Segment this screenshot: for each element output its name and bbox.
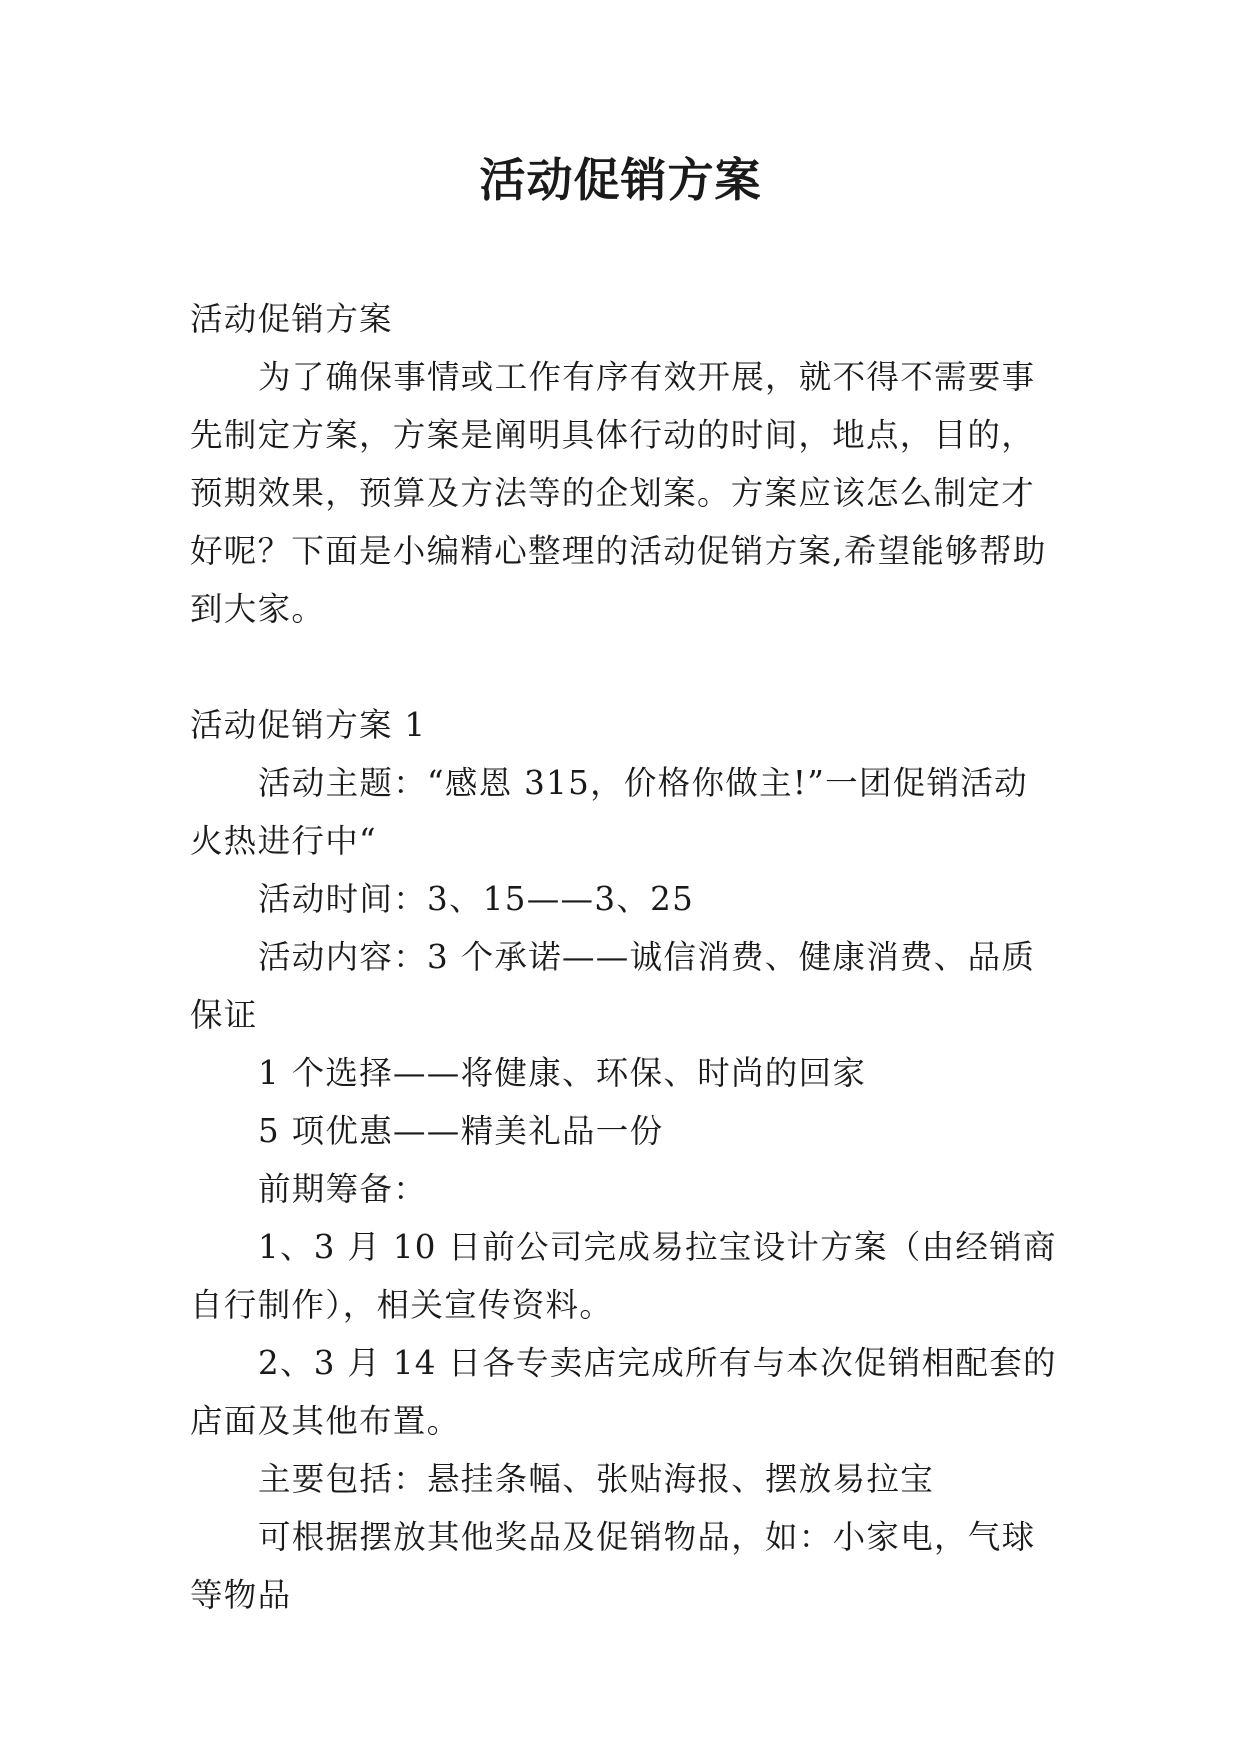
section1-paragraph: 活动内容：3 个承诺——诚信消费、健康消费、品质保证 xyxy=(190,938,1036,1034)
section1-paragraph: 前期筹备： xyxy=(258,1170,428,1208)
intro-heading: 活动促销方案 xyxy=(190,300,393,338)
section1-paragraph: 活动主题：“感恩 315，价格你做主!”一团促销活动火热进行中“ xyxy=(190,764,1028,860)
section1-paragraph: 1、3 月 10 日前公司完成易拉宝设计方案（由经销商自行制作），相关宣传资料。 xyxy=(190,1228,1057,1324)
section1-paragraph: 1 个选择——将健康、环保、时尚的回家 xyxy=(258,1054,867,1092)
section1-paragraph: 主要包括：悬挂条幅、张贴海报、摆放易拉宝 xyxy=(258,1460,935,1498)
section-spacer xyxy=(190,638,1058,696)
section1-paragraph: 2、3 月 14 日各专卖店完成所有与本次促销相配套的店面及其他布置。 xyxy=(190,1344,1057,1440)
document-body xyxy=(190,290,1058,1624)
section1-paragraph: 5 项优惠——精美礼品一份 xyxy=(258,1112,664,1150)
document-title: 活动促销方案 xyxy=(479,153,762,207)
section1-paragraph: 可根据摆放其他奖品及促销物品，如：小家电，气球等物品 xyxy=(190,1518,1036,1614)
section1-heading: 活动促销方案 1 xyxy=(190,706,427,744)
section1-paragraph: 活动时间：3、15——3、25 xyxy=(258,880,695,918)
intro-paragraph: 为了确保事情或工作有序有效开展，就不得不需要事先制定方案，方案是阐明具体行动的时间，地点，目的，预期效果，预算及方法等的企划案。方案应该怎么制定才好呢？下面是小编精心整理的活动促销方案,希望能够帮助到大家。 xyxy=(190,358,1047,628)
